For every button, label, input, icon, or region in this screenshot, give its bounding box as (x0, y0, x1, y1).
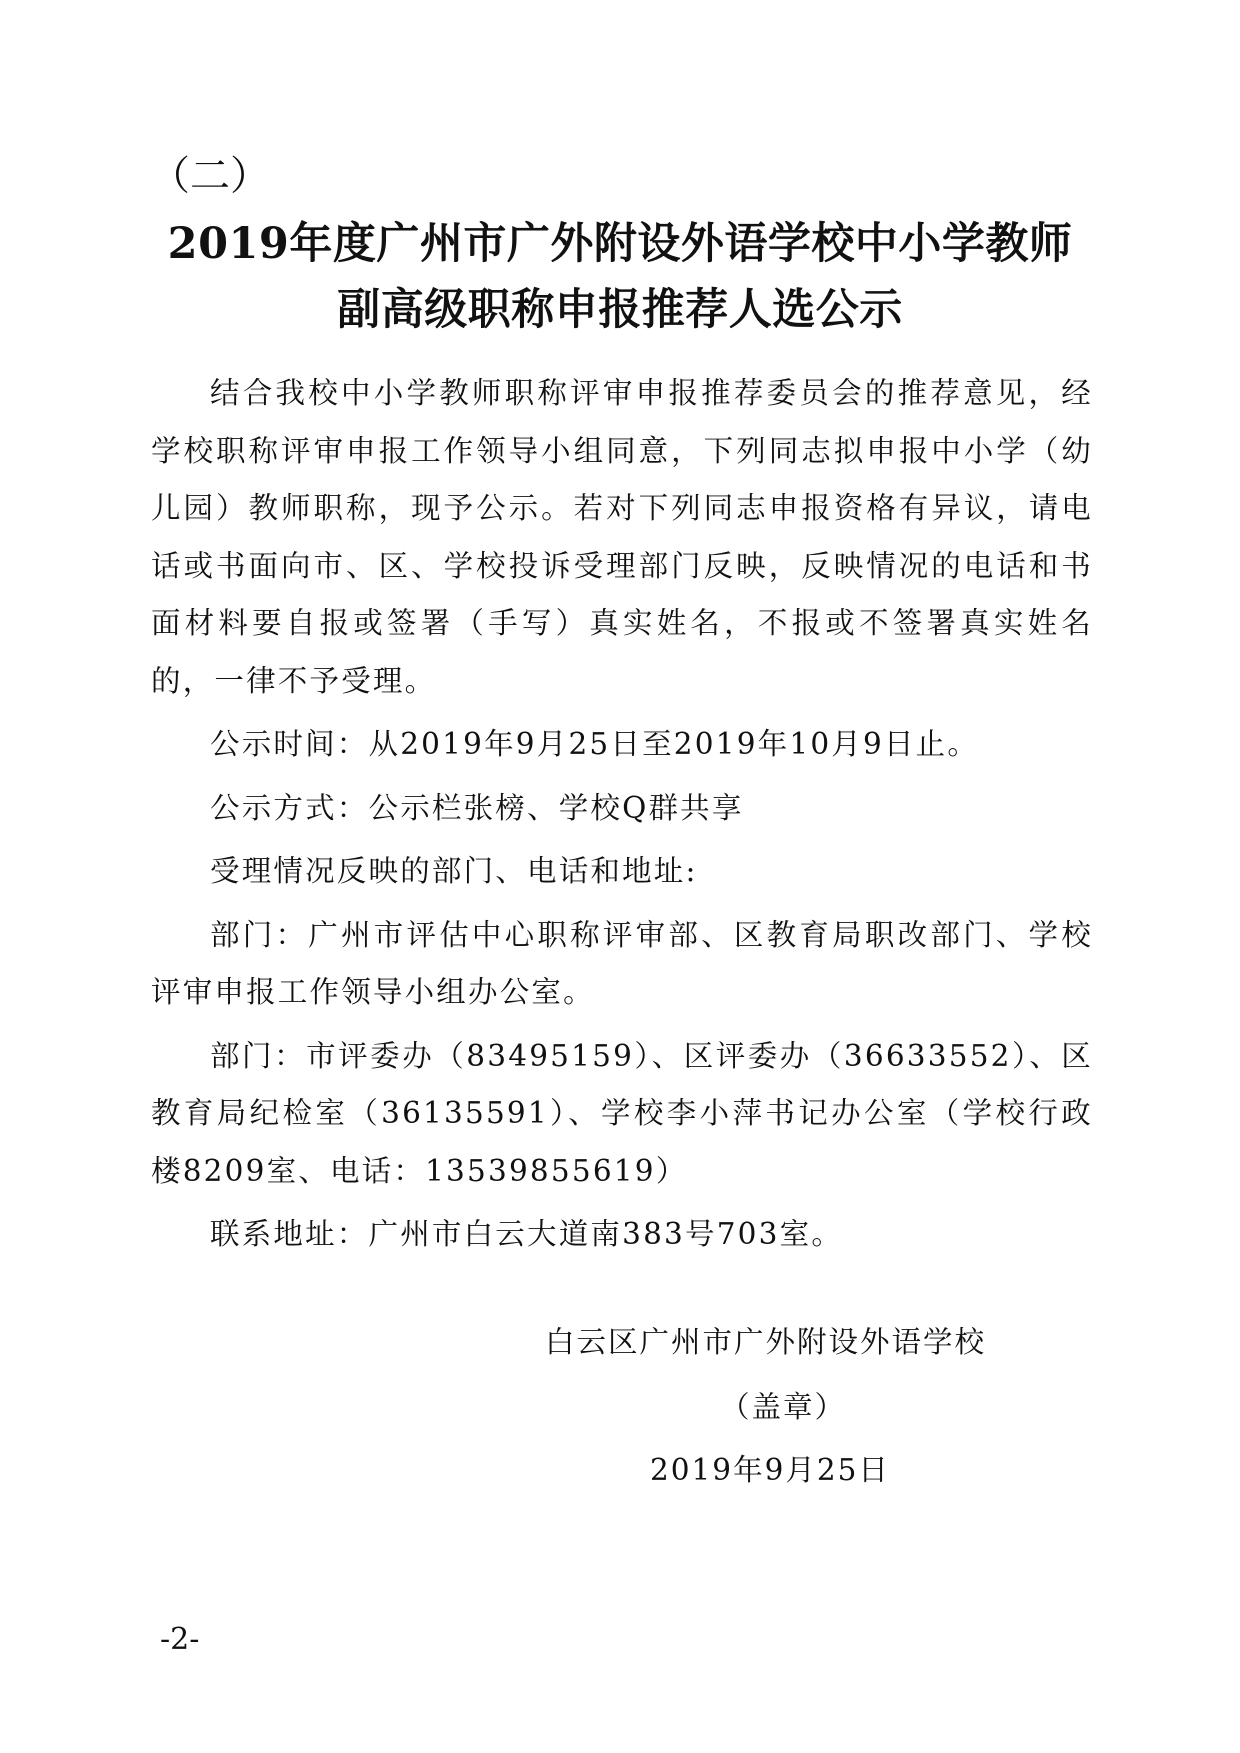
document-body (151, 365, 1093, 1270)
document-title-line-2: 副高级职称申报推荐人选公示 (337, 285, 903, 335)
page-number: -2- (160, 1622, 200, 1657)
notice-method-paragraph: 公示方式：公示栏张榜、学校Q群共享 (210, 790, 744, 825)
seal-note: （盖章） (720, 1390, 847, 1424)
notice-period-paragraph: 公示时间：从2019年9月25日至2019年10月9日止。 (210, 727, 980, 761)
address-paragraph: 联系地址：广州市白云大道南383号703室。 (210, 1217, 844, 1251)
document-title-line-1: 2019年度广州市广外附设外语学校中小学教师 (167, 219, 1073, 269)
signature-date: 2019年9月25日 (650, 1453, 890, 1487)
intro-paragraph: 结合我校中小学教师职称评审申报推荐委员会的推荐意见，经学校职称评审申报工作领导小组同意，下列同志拟申报中小学（幼儿园）教师职称，现予公示。若对下列同志申报资格有异议，请电话或书面向市、区、学校投诉受理部门反映，反映情况的电话和书面材料要自报或签署（手写）真实姓名，不报或不签署真实姓名的，一律不予受理。 (151, 376, 1093, 698)
departments-paragraph: 部门：广州市评估中心职称评审部、区教育局职改部门、学校评审申报工作领导小组办公室。 (151, 917, 1093, 1009)
complaint-header-paragraph: 受理情况反映的部门、电话和地址: (210, 854, 698, 888)
section-label: （二） (150, 153, 270, 199)
phone-contacts-paragraph: 部门：市评委办（83495159）、区评委办（36633552）、区教育局纪检室（36135591）、学校李小萍书记办公室（学校行政楼8209室、电话：13539855619） (151, 1038, 1093, 1188)
signature-organization: 白云区广州市广外附设外语学校 (545, 1325, 987, 1359)
